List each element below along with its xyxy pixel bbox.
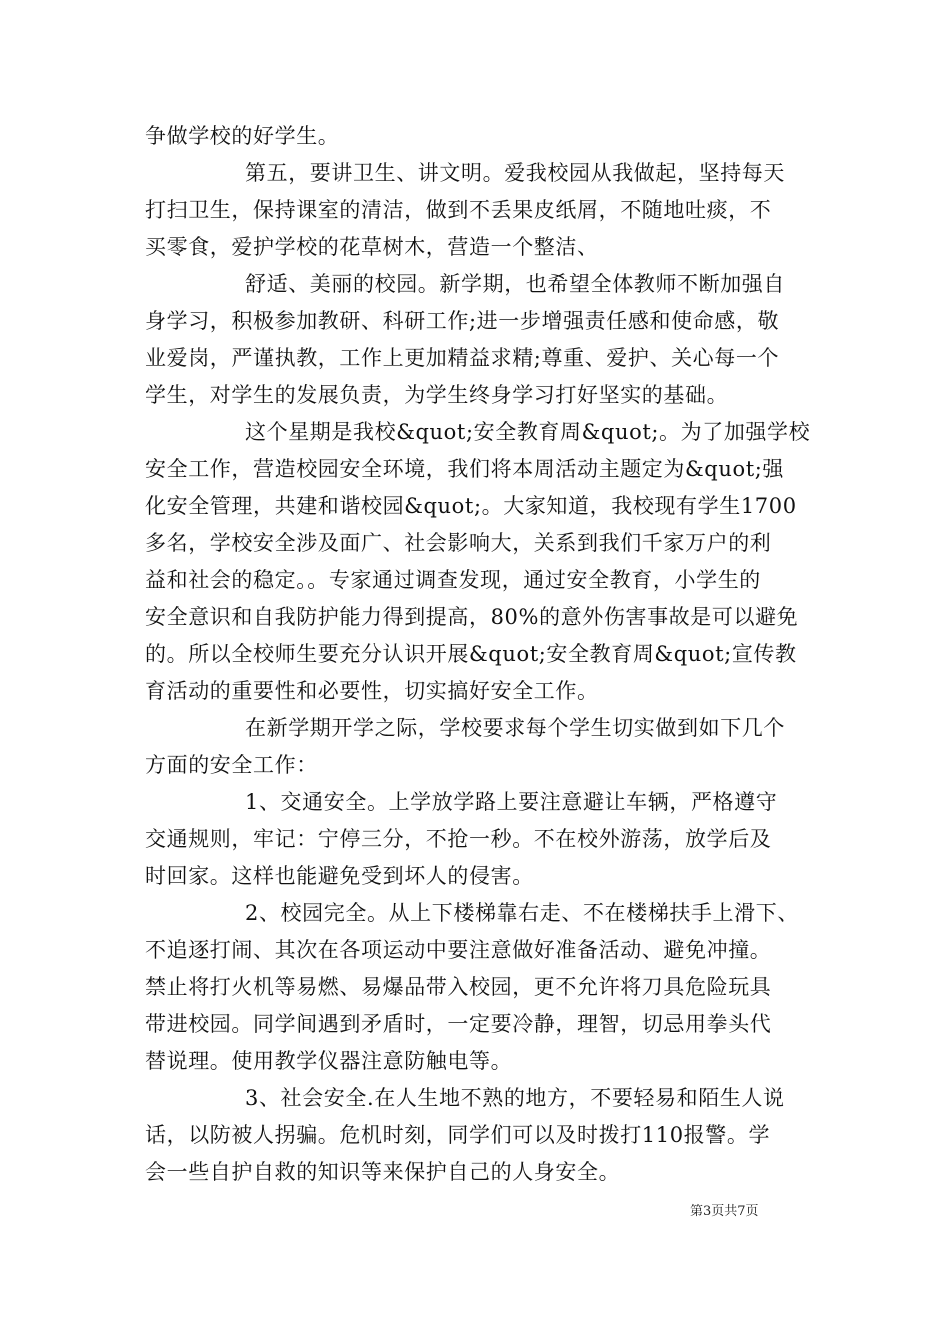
text-line: 3、社会安全.在人生地不熟的地方，不要轻易和陌生人说 — [245, 1086, 785, 1110]
text-line: 育活动的重要性和必要性，切实搞好安全工作。 — [145, 679, 599, 703]
text-line: 身学习，积极参加教研、科研工作;进一步增强责任感和使命感，敬 — [145, 309, 780, 333]
text-line: 时回家。这样也能避免受到坏人的侵害。 — [145, 864, 534, 888]
text-line: 争做学校的好学生。 — [145, 124, 340, 148]
text-line: 业爱岗，严谨执教，工作上更加精益求精;尊重、爱护、关心每一个 — [145, 346, 780, 370]
text-line: 第五，要讲卫生、讲文明。爱我校园从我做起，坚持每天 — [245, 161, 785, 185]
text-line: 替说理。使用教学仪器注意防触电等。 — [145, 1049, 513, 1073]
text-line: 多名，学校安全涉及面广、社会影响大，关系到我们千家万户的利 — [145, 531, 772, 555]
text-line: 方面的安全工作： — [145, 753, 318, 777]
text-line: 不追逐打闹、其次在各项运动中要注意做好准备活动、避免冲撞。 — [145, 938, 772, 962]
text-line: 1、交通安全。上学放学路上要注意避让车辆，严格遵守 — [245, 790, 778, 814]
page-number: 第3页共7页 — [690, 1204, 759, 1219]
text-line: 打扫卫生，保持课室的清洁，做到不丢果皮纸屑，不随地吐痰，不 — [145, 198, 772, 222]
text-line: 化安全管理，共建和谐校园&quot;。大家知道，我校现有学生1700 — [145, 494, 797, 518]
text-line: 在新学期开学之际，学校要求每个学生切实做到如下几个 — [245, 716, 785, 740]
text-line: 2、校园完全。从上下楼梯靠右走、不在楼梯扶手上滑下、 — [245, 901, 799, 925]
text-line: 买零食，爱护学校的花草树木，营造一个整洁、 — [145, 235, 599, 259]
text-line: 话，以防被人拐骗。危机时刻，同学们可以及时拨打110报警。学 — [145, 1123, 771, 1147]
text-line: 安全工作，营造校园安全环境，我们将本周活动主题定为&quot;强 — [145, 457, 785, 481]
text-line: 益和社会的稳定。。专家通过调查发现，通过安全教育，小学生的 — [145, 568, 761, 592]
text-line: 的。所以全校师生要充分认识开展&quot;安全教育周&quot;宣传教 — [145, 642, 797, 666]
text-line: 交通规则，牢记：宁停三分，不抢一秒。不在校外游荡，放学后及 — [145, 827, 772, 851]
text-line: 安全意识和自我防护能力得到提高，80%的意外伤害事故是可以避免 — [145, 605, 799, 629]
text-line: 舒适、美丽的校园。新学期，也希望全体教师不断加强自 — [245, 272, 785, 296]
text-line: 会一些自护自救的知识等来保护自己的人身安全。 — [145, 1160, 621, 1184]
text-line: 带进校园。同学间遇到矛盾时，一定要冷静，理智，切忌用拳头代 — [145, 1012, 772, 1036]
text-line: 学生，对学生的发展负责，为学生终身学习打好坚实的基础。 — [145, 383, 729, 407]
text-line: 禁止将打火机等易燃、易爆品带入校园，更不允许将刀具危险玩具 — [145, 975, 772, 999]
text-line: 这个星期是我校&quot;安全教育周&quot;。为了加强学校 — [245, 420, 811, 444]
